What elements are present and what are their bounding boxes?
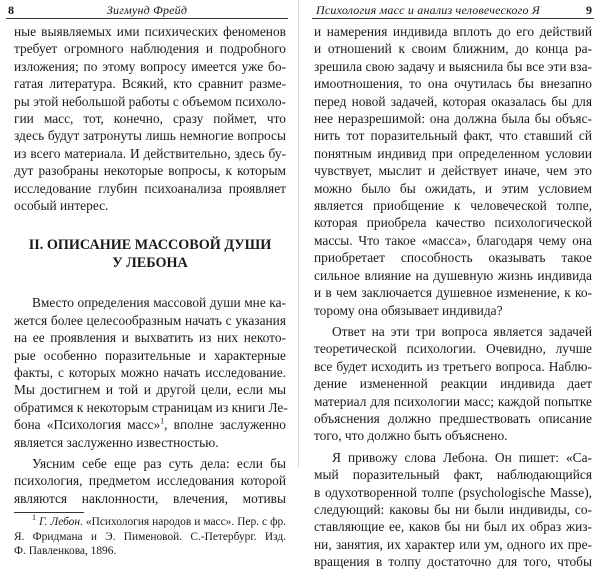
text-line: дение измененной реакции индивида дает	[314, 376, 592, 392]
footnote-divider	[14, 512, 84, 513]
text-line: Ответ на эти три вопроса является задачей	[332, 323, 592, 339]
left-page	[0, 0, 296, 558]
text-fragment: , вполне заслуженно	[164, 417, 286, 433]
text-line: понятным индивид при определенном условии	[314, 145, 592, 161]
text-line: мый поразительный факт, наблюдающийся	[314, 467, 592, 483]
text-line: является заслуженно известностью.	[14, 434, 219, 450]
text-line: ставляющие ее, каков бы ни был их образ жиз-	[314, 519, 592, 535]
text-line-with-footnote	[14, 416, 286, 433]
left-page-header	[6, 2, 288, 19]
left-paragraph-3	[14, 455, 286, 507]
text-line: на ее проявления и выхватить из них некото-	[14, 330, 286, 346]
text-line: являются наклонности, влечения, мотивы	[14, 490, 286, 506]
text-line: факты, с которых можно начать исследование.	[14, 364, 286, 380]
left-running-head: Зигмунд Фрейд	[106, 3, 188, 17]
text-line: ни, занятия, их характер или ум, одного их пре-	[314, 536, 592, 552]
chapter-heading	[14, 237, 286, 272]
text-line: Уясним себе еще раз суть дела: если бы	[32, 455, 286, 471]
left-page-body	[0, 19, 296, 507]
left-page-number: 8	[8, 3, 14, 17]
text-line: из всего материала. И действительно, здесь бу-	[14, 145, 286, 161]
text-line: перед новой задачей, которая оказалась бы для	[314, 93, 592, 109]
text-line: дут разобраны некоторые вопросы, к которым	[14, 163, 286, 179]
text-line: и отношений к своим ближним, до конца ра-	[314, 41, 592, 57]
text-line: Мы достигнем и той и другой цели, если мы	[14, 382, 286, 398]
text-line: теоретической психологии. Очевидно, лучше	[314, 341, 592, 357]
text-line: и намерения индивида вплоть до его действий	[314, 24, 592, 39]
right-paragraph-3	[314, 449, 592, 571]
text-fragment: бона «Психология масс»	[14, 417, 161, 433]
right-paragraph-1	[314, 23, 592, 319]
text-line: требует огромного наблюдения и подробного	[14, 41, 286, 57]
footnote-line: Я. Фридмана и Э. Пименовой. С.-Петербург. Изд.	[14, 530, 286, 543]
right-paragraph-2	[314, 323, 592, 445]
right-page-header	[312, 2, 594, 19]
text-line: гии масс, тот, конечно, сразу поймет, что	[14, 111, 286, 127]
text-line: материал для психологии масс; каждой попытке	[314, 393, 592, 409]
text-line: можно было бы ожидать, и этим условием	[314, 180, 592, 196]
chapter-heading-line-2: У ЛЕБОНА	[112, 254, 188, 271]
footnote-line: Ф. Павленкова, 1896.	[14, 545, 117, 558]
text-line: чувствует, мыслит и действует иначе, чем это	[314, 163, 592, 179]
text-line: зрешила свою задачу и выяснила бы все эти вза-	[314, 58, 592, 74]
text-line: психология, предметом исследования которой	[14, 473, 286, 489]
footnote-author: Г. Лебон	[39, 516, 81, 529]
left-paragraph-2	[14, 294, 286, 451]
text-line: вращения в толпу достаточно для того, чтобы	[314, 554, 592, 570]
text-line: в одухотворенной толпе (psychologische Masse),	[314, 484, 592, 500]
text-line: нить тот поразительный факт, что ставший сй	[314, 128, 592, 144]
footnote-line	[14, 515, 286, 530]
footnote	[0, 515, 296, 559]
text-line: все будет исходить из третьего вопроса. Наблю-	[314, 358, 592, 374]
text-line: изложения; по этому вопросу имеется уже бо-	[14, 58, 286, 74]
text-line: здесь будут затронуты лишь немногие вопросы	[14, 128, 286, 144]
right-running-head: Психология масс и анализ человеческого Я	[316, 3, 540, 17]
right-page-body	[302, 19, 600, 571]
text-line: нее неразрешимой: она должна была бы объяс-	[314, 111, 592, 127]
text-line: того, что должно быть объяснено.	[314, 428, 508, 444]
text-line: имоотношения, то она очутилась бы внезапно	[314, 76, 592, 92]
text-line: рые особенно поразительные и характерные	[14, 347, 286, 363]
right-page	[302, 0, 600, 570]
text-line: торому она обязывает индивида?	[314, 302, 503, 318]
text-line: гатая литература. Всякий, кто сравнит разме-	[14, 76, 286, 92]
footnote-marker: 1	[160, 416, 165, 426]
text-line: массы. Что такое «масса», благодаря чему она	[314, 232, 592, 248]
left-paragraph-1	[14, 23, 286, 214]
footnote-number: 1	[32, 513, 36, 523]
right-page-number: 9	[586, 3, 592, 17]
text-line: ры этой небольшой работы с объемом психоло-	[14, 93, 286, 109]
chapter-heading-line-1: II. ОПИСАНИЕ МАССОВОЙ ДУШИ	[28, 237, 272, 254]
text-line: является приобщение к человеческой толпе,	[314, 198, 592, 214]
text-line: Я привожу слова Лебона. Он пишет: «Са-	[332, 449, 592, 465]
text-line: обратимся к некоторым страницам из книги Ле-	[14, 399, 288, 415]
text-line: и в чем заключается душевное изменение, к ко-	[314, 285, 592, 301]
text-line: жется более целесообразным начать с указания	[14, 312, 286, 328]
text-fragment: . «Психология народов и масс». Пер. с фр.	[80, 516, 286, 529]
text-line: особый интерес.	[14, 198, 109, 214]
text-line: исследование глубин психоанализа проявляет	[14, 180, 286, 196]
text-line: сильное влияние на душевную жизнь индивида	[314, 267, 592, 283]
text-line: следующий: каковы бы ни были индивиды, со-	[314, 501, 592, 517]
text-line: приобретает способность оказывать такое	[314, 250, 592, 266]
text-line: которая приобрела качество психологической	[314, 215, 592, 231]
gutter-divider	[298, 0, 299, 468]
text-line: объяснения должно предшествовать описание	[314, 410, 592, 426]
text-line: Вместо определения массовой души мне ка-	[32, 295, 286, 311]
text-line: ные выявляемых ими психических феноменов	[14, 24, 286, 39]
